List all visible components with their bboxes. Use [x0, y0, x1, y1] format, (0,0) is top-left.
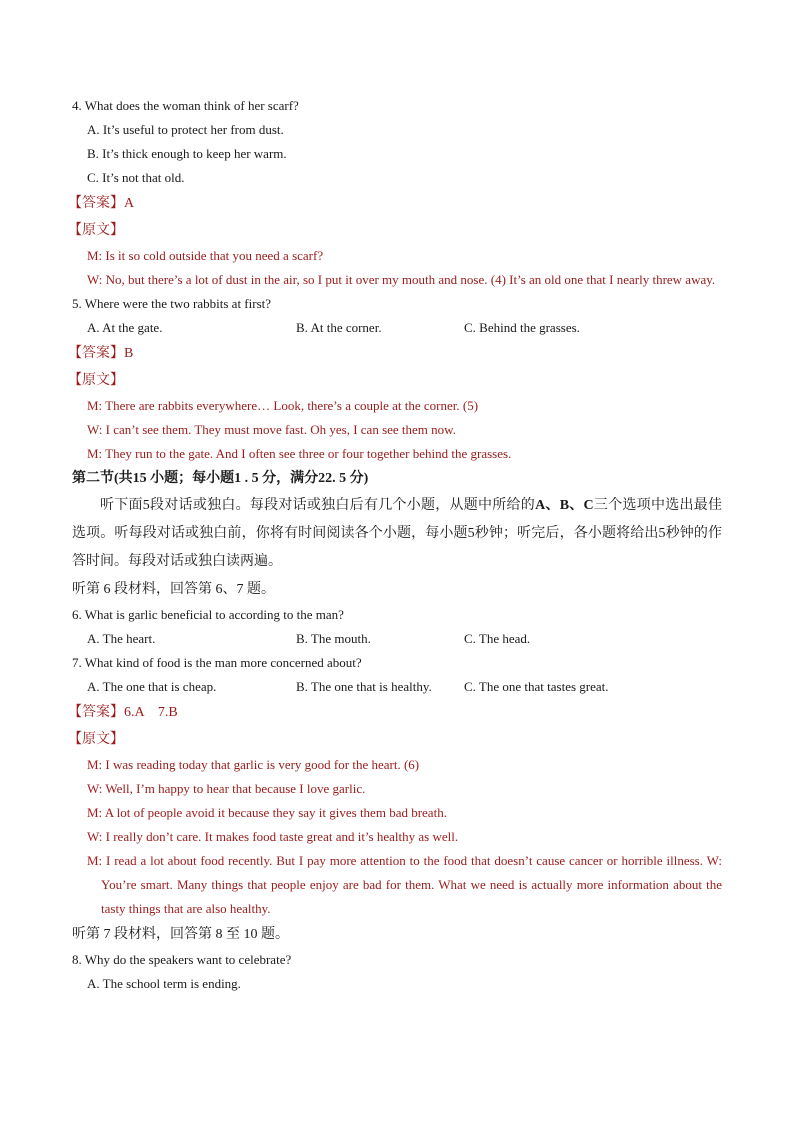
seg6-script-line: M: A lot of people avoid it because they say it gives them bad breath. — [87, 805, 447, 820]
answer-value: B — [124, 346, 134, 361]
q5-script-label: 【原文】 — [68, 373, 124, 388]
section-instructions — [72, 492, 722, 576]
answer-label: 【答案】 — [68, 346, 124, 361]
q7-option-c: C. The one that tastes great. — [464, 679, 609, 694]
q7-option-b: B. The one that is healthy. — [296, 679, 432, 694]
q7-option-a: A. The one that is cheap. — [87, 679, 217, 694]
question-5: 5. Where were the two rabbits at first? — [72, 296, 272, 311]
q6-option-a: A. The heart. — [87, 631, 156, 646]
instructions-abc: A、B、C — [535, 498, 594, 513]
seg6-script-line: W: Well, I’m happy to hear that because I love garlic. — [87, 781, 366, 796]
answer-label: 【答案】 — [68, 196, 124, 211]
q5-answer — [68, 340, 722, 367]
q5-script-line: M: They run to the gate. And I often see three or four together behind the grasses. — [87, 446, 512, 461]
seg6-script-label: 【原文】 — [68, 732, 124, 747]
q8-option-a: A. The school term is ending. — [87, 976, 241, 991]
q5-option-a: A. At the gate. — [87, 320, 163, 335]
q6-option-b: B. The mouth. — [296, 631, 371, 646]
question-4: 4. What does the woman think of her scarf? — [72, 98, 299, 113]
q5-option-c: C. Behind the grasses. — [464, 320, 580, 335]
q4-script-line: M: Is it so cold outside that you need a scarf? — [87, 248, 324, 263]
q6-option-c: C. The head. — [464, 631, 531, 646]
seg6-script-line: W: I really don’t care. It makes food taste great and it’s healthy as well. — [87, 829, 459, 844]
question-7: 7. What kind of food is the man more concerned about? — [72, 655, 362, 670]
q7-options — [72, 675, 722, 699]
q5-script-line: M: There are rabbits everywhere… Look, there’s a couple at the corner. (5) — [87, 398, 479, 413]
q4-script-label: 【原文】 — [68, 223, 124, 238]
q5-script-line: W: I can’t see them. They must move fast. Oh yes, I can see them now. — [87, 422, 456, 437]
question-6: 6. What is garlic beneficial to according to the man? — [72, 607, 344, 622]
seg6-script-line: M: I was reading today that garlic is very good for the heart. (6) — [87, 757, 420, 772]
q4-option-c: C. It’s not that old. — [87, 170, 185, 185]
q4-script-line: W: No, but there’s a lot of dust in the air, so I put it over my mouth and nose. (4) It’s an old one that I nearly threw away. — [87, 272, 716, 287]
q4-answer — [68, 190, 722, 217]
seg6-answer — [68, 699, 722, 726]
q4-option-a: A. It’s useful to protect her from dust. — [87, 122, 284, 137]
answer-value: A — [124, 196, 135, 211]
seg6-script-line: M: I read a lot about food recently. But I pay more attention to the food that doesn’t cause cancer or horrible illness. W: You’re smart. Many things that people enjoy are bad for them. What we need is actually more information about the tasty things that are also healthy. — [87, 853, 722, 916]
answer-label: 【答案】 — [68, 705, 124, 720]
q5-option-b: B. At the corner. — [296, 320, 382, 335]
q5-options — [72, 316, 722, 340]
segment-7-intro: 听第 7 段材料，回答第 8 至 10 题。 — [72, 927, 289, 942]
section-heading: 第二节(共15 小题；每小题1 . 5 分，满分22. 5 分) — [72, 471, 369, 486]
segment-6-intro: 听第 6 段材料，回答第 6、7 题。 — [72, 582, 275, 597]
question-8: 8. Why do the speakers want to celebrate? — [72, 952, 292, 967]
instructions-part-1: 听下面5段对话或独白。每段对话或独白后有几个小题，从题中所给的 — [100, 498, 536, 513]
answer-value: 6.A 7.B — [124, 705, 178, 720]
q4-option-b: B. It’s thick enough to keep her warm. — [87, 146, 287, 161]
instructions-part-2: 三个选项中选出最佳选项。听每段对话或独白前，你将有时间阅读各个小题，每小题5秒钟；听完后，各小题将给出5秒钟的作答时间。每段对话或独白读两遍。 — [72, 498, 723, 569]
q6-options — [72, 627, 722, 651]
